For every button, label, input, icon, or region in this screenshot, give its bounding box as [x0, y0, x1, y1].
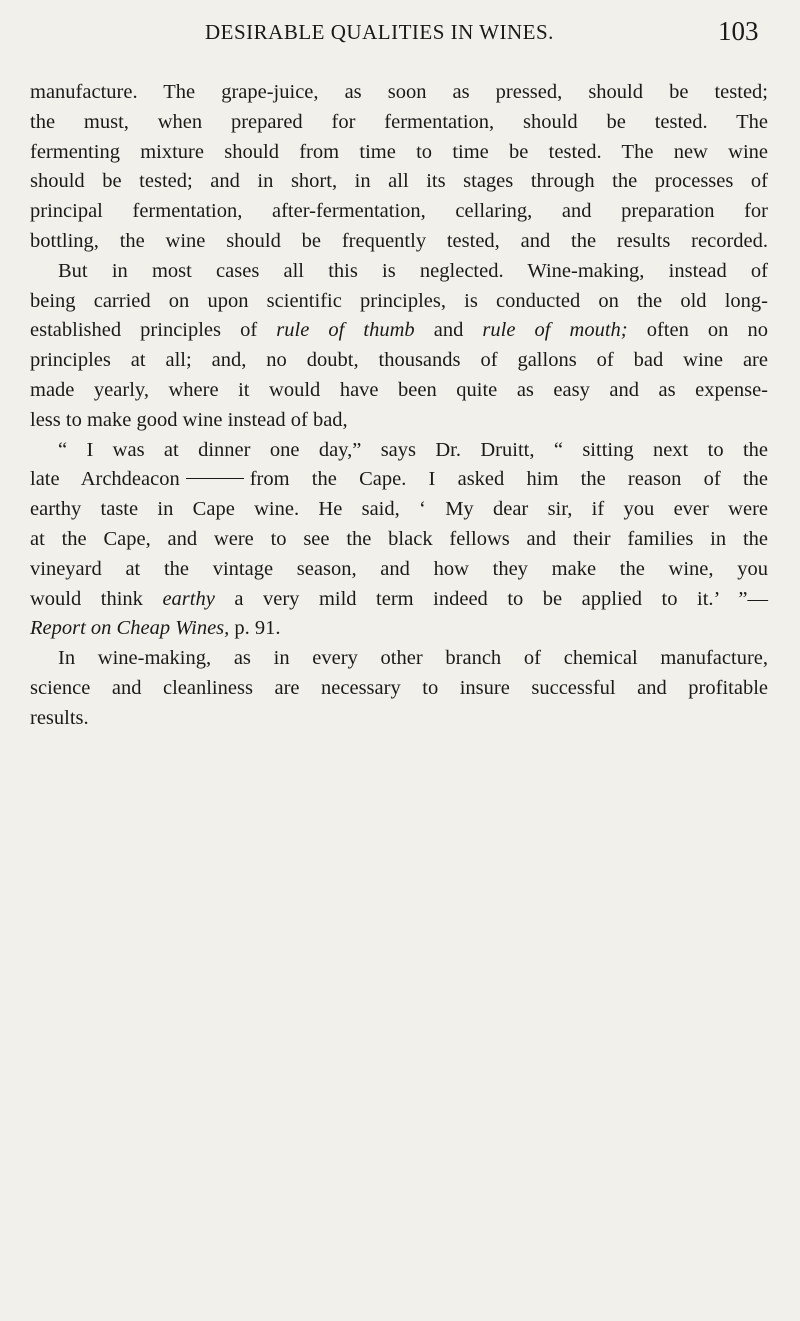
text-line: [30, 614, 768, 644]
text-line: at the Cape, and were to see the black fellows and their families in the: [30, 527, 768, 550]
text-run: and: [414, 319, 483, 342]
text-run: p. 91.: [229, 617, 281, 640]
text-run: would think: [30, 587, 163, 610]
text-line: made yearly, where it would have been quite as easy and as expense-: [30, 378, 768, 401]
text-line: [30, 465, 768, 495]
text-line: manufacture. The grape-juice, as soon as pressed, should be tested;: [30, 81, 768, 103]
text-line: being carried on upon scientific principles, is conducted on the old long-: [30, 289, 768, 312]
text-run: established principles of: [30, 319, 277, 342]
italic-phrase: rule of mouth;: [482, 319, 628, 342]
text-line: less to make good wine instead of bad,: [30, 408, 348, 431]
text-line: results.: [30, 706, 89, 729]
text-line: [30, 316, 768, 346]
text-line: earthy taste in Cape wine. He said, ‘ My dear sir, if you ever were: [30, 498, 768, 521]
text-run: from the Cape. I asked him the reason of the: [249, 468, 769, 491]
text-line: [30, 585, 768, 615]
text-line: But in most cases all this is neglected. Wine-making, instead of: [58, 259, 768, 282]
text-line: “ I was at dinner one day,” says Dr. Druitt, “ sitting next to the: [58, 438, 768, 461]
text-run: often on no: [627, 319, 769, 342]
text-line: the must, when prepared for fermentation, should be tested. The: [30, 110, 768, 133]
text-line: vineyard at the vintage season, and how they make the wine, you: [30, 557, 768, 580]
running-head: DESIRABLE QUALITIES IN WINES.: [205, 20, 554, 44]
italic-phrase: rule of thumb: [276, 319, 415, 342]
text-line: bottling, the wine should be frequently tested, and the results recorded.: [30, 229, 768, 252]
text-line: science and cleanliness are necessary to insure successful and profitable: [30, 676, 768, 699]
page-number: 103: [718, 16, 759, 46]
text-run: a very mild term indeed to be applied to it.’ ”—: [214, 587, 768, 610]
citation-title: Report on Cheap Wines,: [30, 617, 230, 640]
text-line: should be tested; and in short, in all its stages through the processes of: [30, 170, 768, 193]
text-line: principles at all; and, no doubt, thousands of gallons of bad wine are: [30, 349, 768, 372]
text-line: principal fermentation, after-fermentation, cellaring, and preparation for: [30, 200, 768, 223]
text-run: late Archdeacon: [30, 468, 180, 491]
text-line: In wine-making, as in every other branch of chemical manufacture,: [58, 647, 768, 670]
body-text: [30, 78, 768, 734]
italic-phrase: earthy: [162, 587, 215, 610]
text-line: fermenting mixture should from time to time be tested. The new wine: [30, 140, 768, 163]
em-dash-rule: [186, 478, 244, 479]
